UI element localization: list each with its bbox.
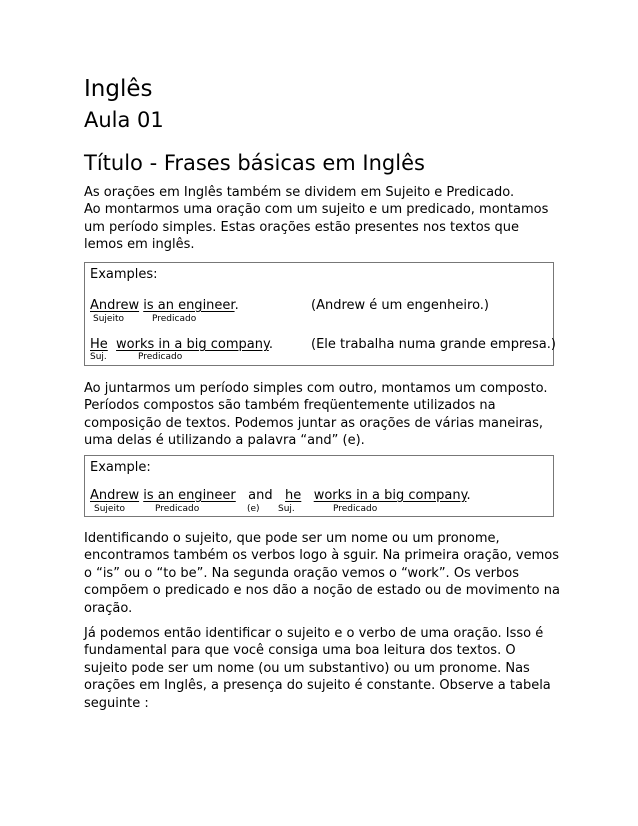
intro-line: um período simples. Estas orações estão presentes nos textos que (84, 219, 520, 235)
example2-sentence (90, 337, 273, 353)
identify-line: Identificando o sujeito, que pode ser um nome ou um pronome, (84, 531, 500, 546)
composite-paragraph (84, 380, 556, 450)
compound-conjunction: and (248, 488, 273, 503)
example1-subject-label: Sujeito (93, 314, 124, 324)
compound-subject2-label: Suj. (278, 504, 295, 514)
lesson-subtitle: Título - Frases básicas em Inglês (84, 151, 425, 175)
example-heading: Example: (90, 460, 151, 475)
identify-line: oração. (84, 600, 133, 616)
example1-sentence (90, 298, 239, 314)
example1-predicate-label: Predicado (152, 314, 197, 324)
composite-line: uma delas é utilizando a palavra “and” (e). (84, 433, 365, 449)
identify-line: o “is” ou o “to be”. Na segunda oração vemos o “work”. Os verbos (84, 565, 519, 581)
example2-predicate-label: Predicado (138, 352, 183, 362)
compound-subject1: Andrew (90, 488, 140, 503)
closing-line: Já podemos então identificar o sujeito e o verbo de uma oração. Isso é (84, 626, 544, 641)
example1-period: . (234, 298, 239, 313)
composite-line: composição de textos. Podemos juntar as orações de várias maneiras, (84, 415, 544, 431)
compound-sentence (90, 488, 471, 504)
identify-line: encontramos também os verbos logo à sguir. Na primeira oração, vemos (84, 548, 560, 564)
intro-line: lemos em inglês. (84, 237, 195, 253)
example1-translation: (Andrew é um engenheiro.) (311, 298, 490, 313)
example2-period: . (268, 337, 273, 352)
example2-translation: (Ele trabalha numa grande empresa.) (311, 337, 556, 352)
compound-subject2: he (285, 488, 302, 503)
lesson-number: Aula 01 (84, 108, 164, 132)
compound-predicate1-label: Predicado (155, 504, 200, 514)
compound-conj-label: (e) (247, 504, 260, 514)
compound-period: . (466, 488, 471, 503)
closing-paragraph (84, 625, 556, 712)
compound-predicate1: is an engineer (143, 488, 236, 503)
composite-line: Ao juntarmos um período simples com outro, montamos um composto. (84, 381, 548, 396)
identify-line: compõem o predicado e nos dão a noção de estado ou de movimento na (84, 583, 560, 599)
compound-subject1-label: Sujeito (94, 504, 125, 514)
examples-box (84, 262, 554, 366)
composite-line: Períodos compostos são também freqüentemente utilizados na (84, 398, 496, 414)
example1-predicate: is an engineer (143, 298, 235, 313)
closing-line: orações em Inglês, a presença do sujeito é constante. Observe a tabela (84, 678, 551, 694)
closing-line: fundamental para que você consiga uma boa leitura dos textos. O (84, 643, 516, 659)
compound-predicate2-label: Predicado (333, 504, 378, 514)
intro-line: Ao montarmos uma oração com um sujeito e um predicado, montamos (84, 202, 549, 218)
example2-subject-label: Suj. (90, 352, 107, 362)
closing-line: sujeito pode ser um nome (ou um substantivo) ou um pronome. Nas (84, 660, 530, 676)
example-box (84, 455, 554, 517)
example1-subject: Andrew (90, 298, 140, 313)
example2-subject: He (90, 337, 108, 352)
intro-line: As orações em Inglês também se dividem em Sujeito e Predicado. (84, 185, 515, 200)
intro-paragraph (84, 184, 556, 254)
compound-predicate2: works in a big company (313, 488, 467, 503)
examples-heading: Examples: (90, 267, 158, 282)
identify-paragraph (84, 530, 560, 617)
example2-predicate: works in a big company (116, 337, 269, 352)
closing-line: seguinte : (84, 695, 149, 711)
document-title: Inglês (84, 76, 153, 102)
